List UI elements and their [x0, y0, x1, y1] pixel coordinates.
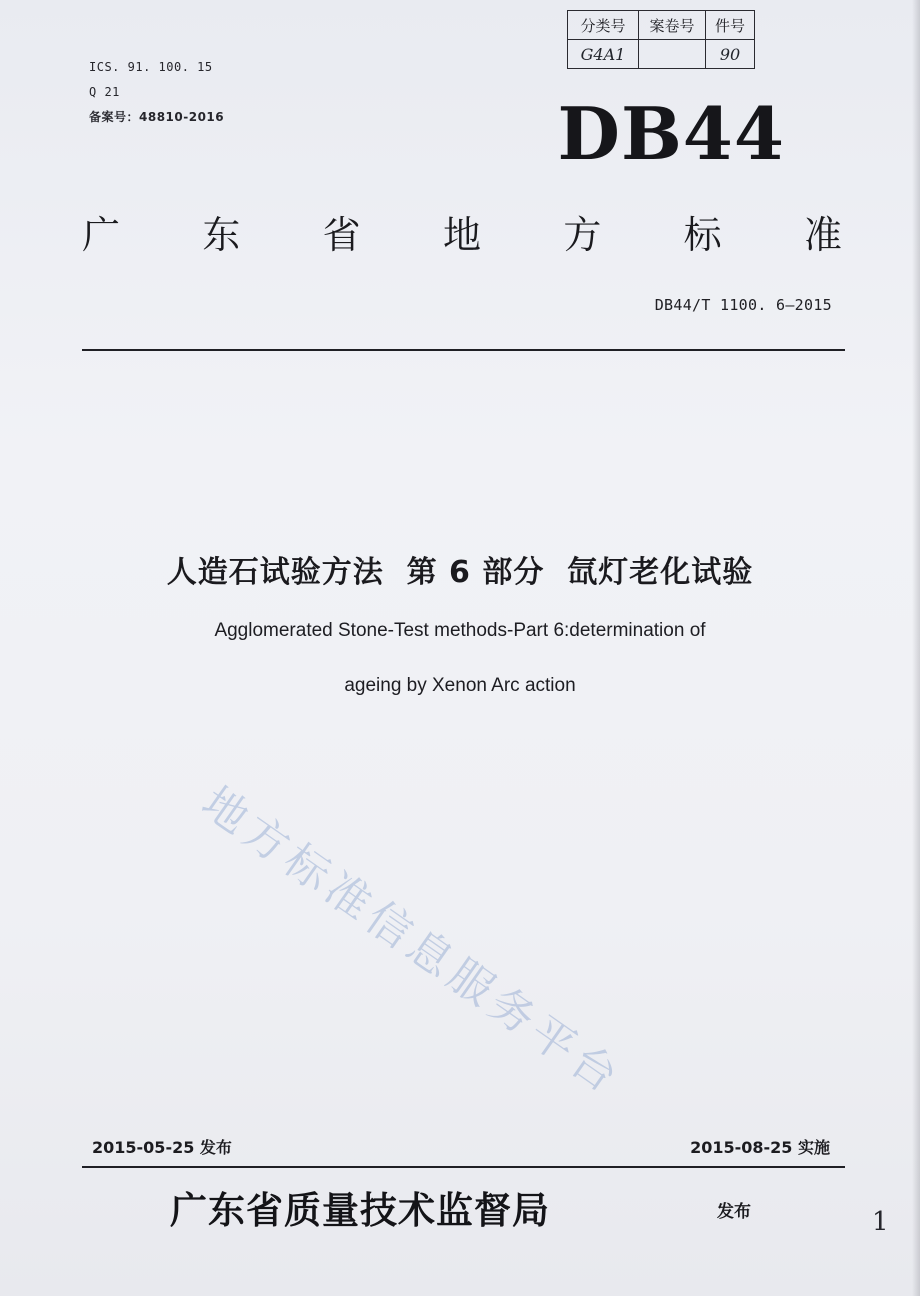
category-char: 省 [322, 213, 361, 257]
archive-stamp-value-row [568, 40, 755, 69]
category-char: 东 [202, 213, 241, 257]
effective-date: 2015-08-25 实施 [690, 1138, 830, 1157]
filing-number: 备案号：48810-2016 [89, 110, 225, 124]
ics-code: ICS. 91. 100. 15 [89, 60, 213, 74]
issuer-suffix: 发布 [717, 1202, 751, 1222]
scan-edge-shadow [912, 0, 920, 1296]
standard-category-heading [82, 204, 842, 259]
standard-code-logo: DB44 [557, 91, 785, 176]
category-char: 广 [82, 213, 121, 257]
category-char: 地 [442, 213, 481, 257]
header-divider [82, 349, 845, 351]
platform-watermark: 地方标准信息服务平台 [192, 777, 632, 1106]
stamp-value-item-number: 90 [706, 40, 755, 69]
page-number: 1 [872, 1207, 889, 1237]
category-char: 准 [803, 213, 842, 257]
english-title-line-1: Agglomerated Stone-Test methods-Part 6:determination of [214, 620, 706, 641]
english-title-line-2: ageing by Xenon Arc action [344, 675, 576, 696]
category-char: 方 [563, 213, 602, 257]
ccs-code: Q 21 [89, 85, 120, 99]
stamp-value-classification: G4A1 [568, 40, 639, 69]
stamp-header-classification: 分类号 [568, 11, 639, 40]
stamp-value-file-volume [639, 40, 706, 69]
chinese-title: 人造石试验方法 第 6 部分 氙灯老化试验 [166, 555, 754, 590]
stamp-header-item-number: 件号 [706, 11, 755, 40]
footer-divider [82, 1166, 845, 1168]
publish-date: 2015-05-25 发布 [92, 1138, 232, 1157]
category-char: 标 [683, 213, 722, 257]
standard-number: DB44/T 1100. 6—2015 [654, 296, 832, 314]
archive-stamp-table [567, 10, 755, 69]
stamp-header-file-volume: 案卷号 [639, 11, 706, 40]
archive-stamp-header-row [568, 11, 755, 40]
issuing-authority: 广东省质量技术监督局 [170, 1188, 550, 1232]
